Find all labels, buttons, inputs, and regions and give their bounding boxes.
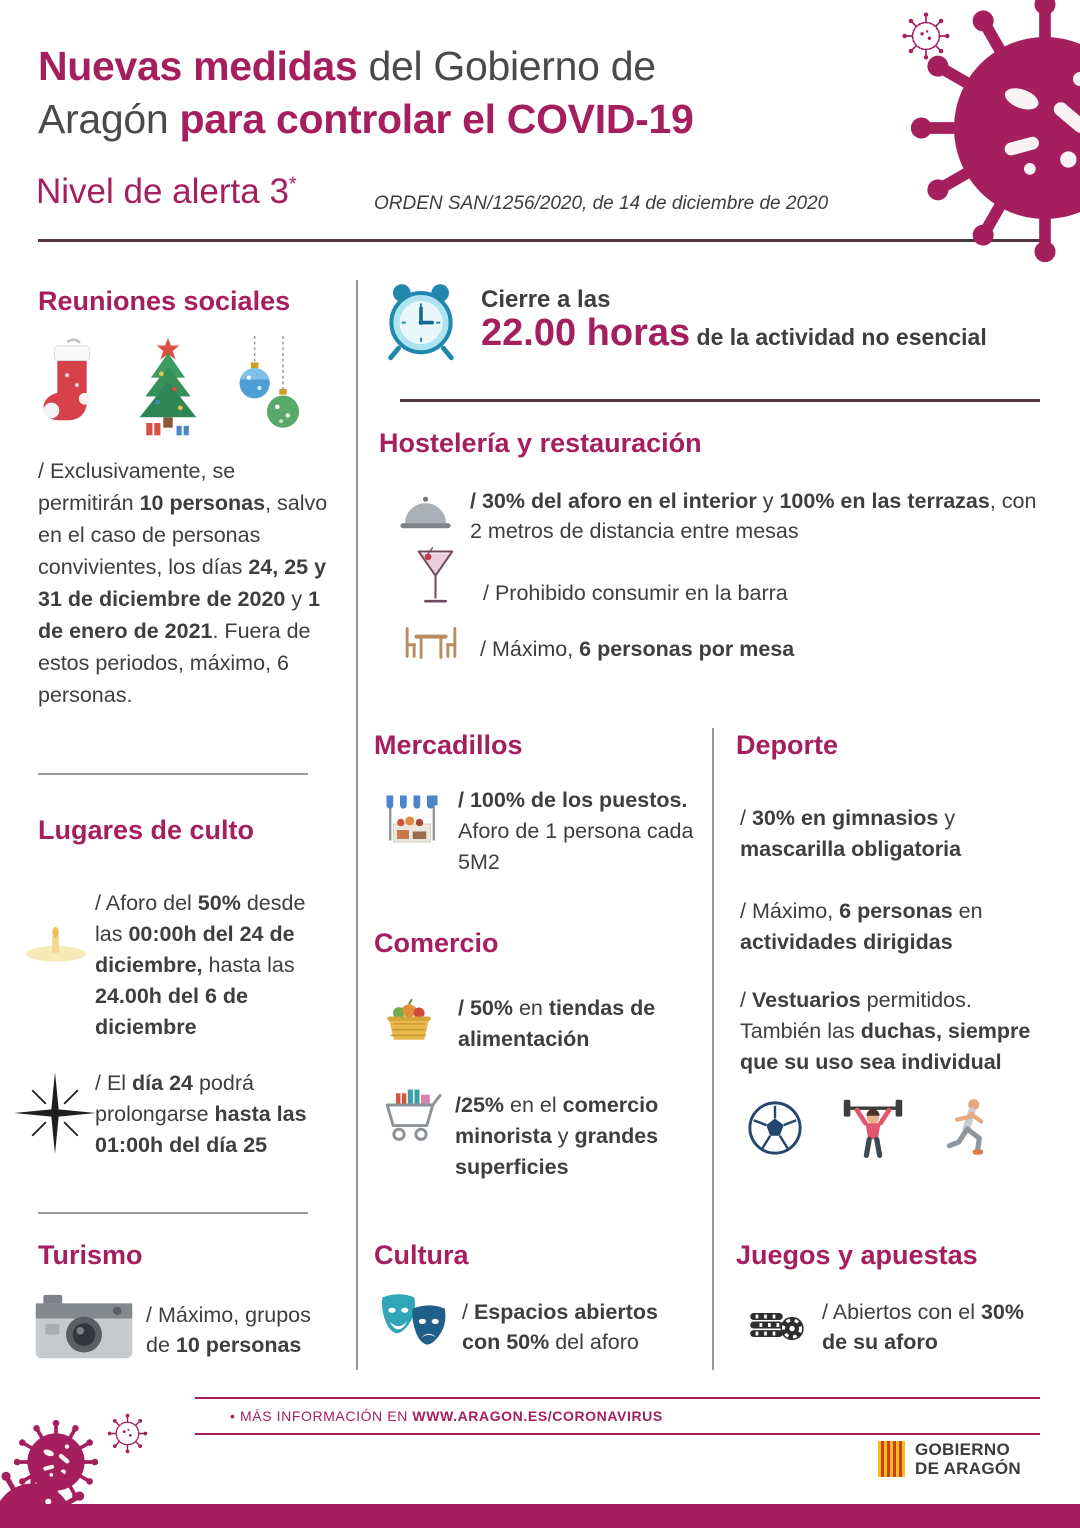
deporte-actividades-text: / Máximo, 6 personas en actividades dirigidas <box>740 899 983 954</box>
section-title-mercadillos: Mercadillos <box>374 730 523 760</box>
turismo-text: / Máximo, grupos de 10 personas <box>146 1303 311 1357</box>
closure-time-line <box>481 312 987 355</box>
cocktail-icon <box>412 546 459 610</box>
alert-level-text: Nivel de alerta 3 <box>36 172 289 211</box>
juegos-text: / Abiertos con el 30% de su aforo <box>822 1300 1024 1354</box>
section-title-comercio: Comercio <box>374 928 499 958</box>
closure-rest: de la actividad no esencial <box>690 324 987 350</box>
baubles-icon <box>228 336 304 440</box>
section-title-juegos: Juegos y apuestas <box>736 1240 978 1270</box>
page-title-line1: Nuevas medidas del Gobierno de <box>38 43 656 89</box>
poker-chips-icon <box>744 1292 806 1348</box>
section-title-cultura: Cultura <box>374 1240 469 1270</box>
more-info-text: • MÁS INFORMACIÓN EN WWW.ARAGON.ES/CORONAVIRUS <box>230 1408 663 1424</box>
vertical-divider-2 <box>712 728 714 1370</box>
header-divider <box>38 239 1040 242</box>
bottom-color-bar <box>0 1504 1080 1528</box>
reuniones-text: / Exclusivamente, se permitirán 10 personas, salvo en el caso de personas convivientes, los días 24, 25 y 31 de diciembre de 2020 y 1 de enero de 2021. Fuera de estos periodos, máximo, 6 personas. <box>38 459 328 707</box>
camera-icon <box>32 1290 136 1364</box>
section-title-deporte: Deporte <box>736 730 839 760</box>
logo-text <box>915 1440 1021 1478</box>
alert-asterisk: * <box>288 173 297 196</box>
logo-line2: DE ARAGÓN <box>915 1459 1021 1478</box>
page-title-line2: Aragón para controlar el COVID-19 <box>38 96 694 142</box>
page-title <box>38 40 888 146</box>
christmas-icons <box>36 336 316 436</box>
cultura-text: / Espacios abiertos con 50% del aforo <box>462 1300 658 1354</box>
left-divider-2 <box>38 1212 308 1214</box>
culto-dia24-text: / El día 24 podrá prolongarse hasta las 01:00h del día 25 <box>95 1071 307 1157</box>
running-icon <box>942 1095 998 1161</box>
coronavirus-outline-icon <box>104 1410 151 1457</box>
mercadillos-text: / 100% de los puestos. Aforo de 1 persona cada 5M2 <box>458 788 694 874</box>
market-stall-icon <box>382 790 442 852</box>
table-chairs-icon <box>399 622 463 664</box>
deporte-gimnasios-text: / 30% en gimnasios y mascarilla obligatoria <box>740 806 962 861</box>
coronavirus-outline-icon <box>898 8 954 64</box>
theater-masks-icon <box>376 1290 452 1352</box>
hosteleria-barra-text: / Prohibido consumir en la barra <box>483 581 788 605</box>
section-title-reuniones: Reuniones sociales <box>38 286 291 316</box>
closure-label: Cierre a las <box>481 286 611 313</box>
section-title-turismo: Turismo <box>38 1240 143 1270</box>
alarm-clock-icon <box>381 280 461 362</box>
christmas-tree-icon <box>124 336 212 440</box>
food-basket-icon <box>380 988 438 1048</box>
left-divider-1 <box>38 773 308 775</box>
candles-icon <box>22 922 90 964</box>
food-cloche-icon <box>397 490 454 534</box>
logo-line1: GOBIERNO <box>915 1440 1010 1459</box>
gobierno-aragon-logo <box>878 1440 1021 1478</box>
weightlifting-icon <box>840 1095 906 1161</box>
closure-divider <box>400 399 1040 402</box>
section-title-hosteleria: Hostelería y restauración <box>379 428 702 458</box>
vertical-divider-1 <box>356 280 358 1370</box>
hosteleria-aforo-text: / 30% del aforo en el interior y 100% en las terrazas, con 2 metros de distancia entre mesas <box>470 489 1037 543</box>
closure-time: 22.00 horas <box>481 312 691 354</box>
star-icon <box>14 1072 96 1154</box>
hosteleria-mesa-text: / Máximo, 6 personas por mesa <box>480 637 795 661</box>
aragon-flag-icon <box>878 1441 905 1477</box>
more-info-band <box>195 1397 1040 1435</box>
alert-level <box>36 172 297 212</box>
sports-icons <box>746 1095 1036 1161</box>
deporte-vestuarios-text: / Vestuarios permitidos. También las duchas, siempre que su uso sea individual <box>740 988 1031 1074</box>
comercio-minorista-text: /25% en el comercio minorista y grandes superficies <box>455 1093 659 1179</box>
shopping-cart-icon <box>377 1083 443 1149</box>
culto-aforo-text: / Aforo del 50% desde las 00:00h del 24 de diciembre, hasta las 24.00h del 6 de diciembre <box>95 891 306 1039</box>
section-title-culto: Lugares de culto <box>38 815 255 845</box>
order-reference: ORDEN SAN/1256/2020, de 14 de diciembre de 2020 <box>374 193 829 214</box>
football-icon <box>746 1099 804 1157</box>
comercio-alimentacion-text: / 50% en tiendas de alimentación <box>458 996 656 1051</box>
stocking-icon <box>36 336 108 434</box>
